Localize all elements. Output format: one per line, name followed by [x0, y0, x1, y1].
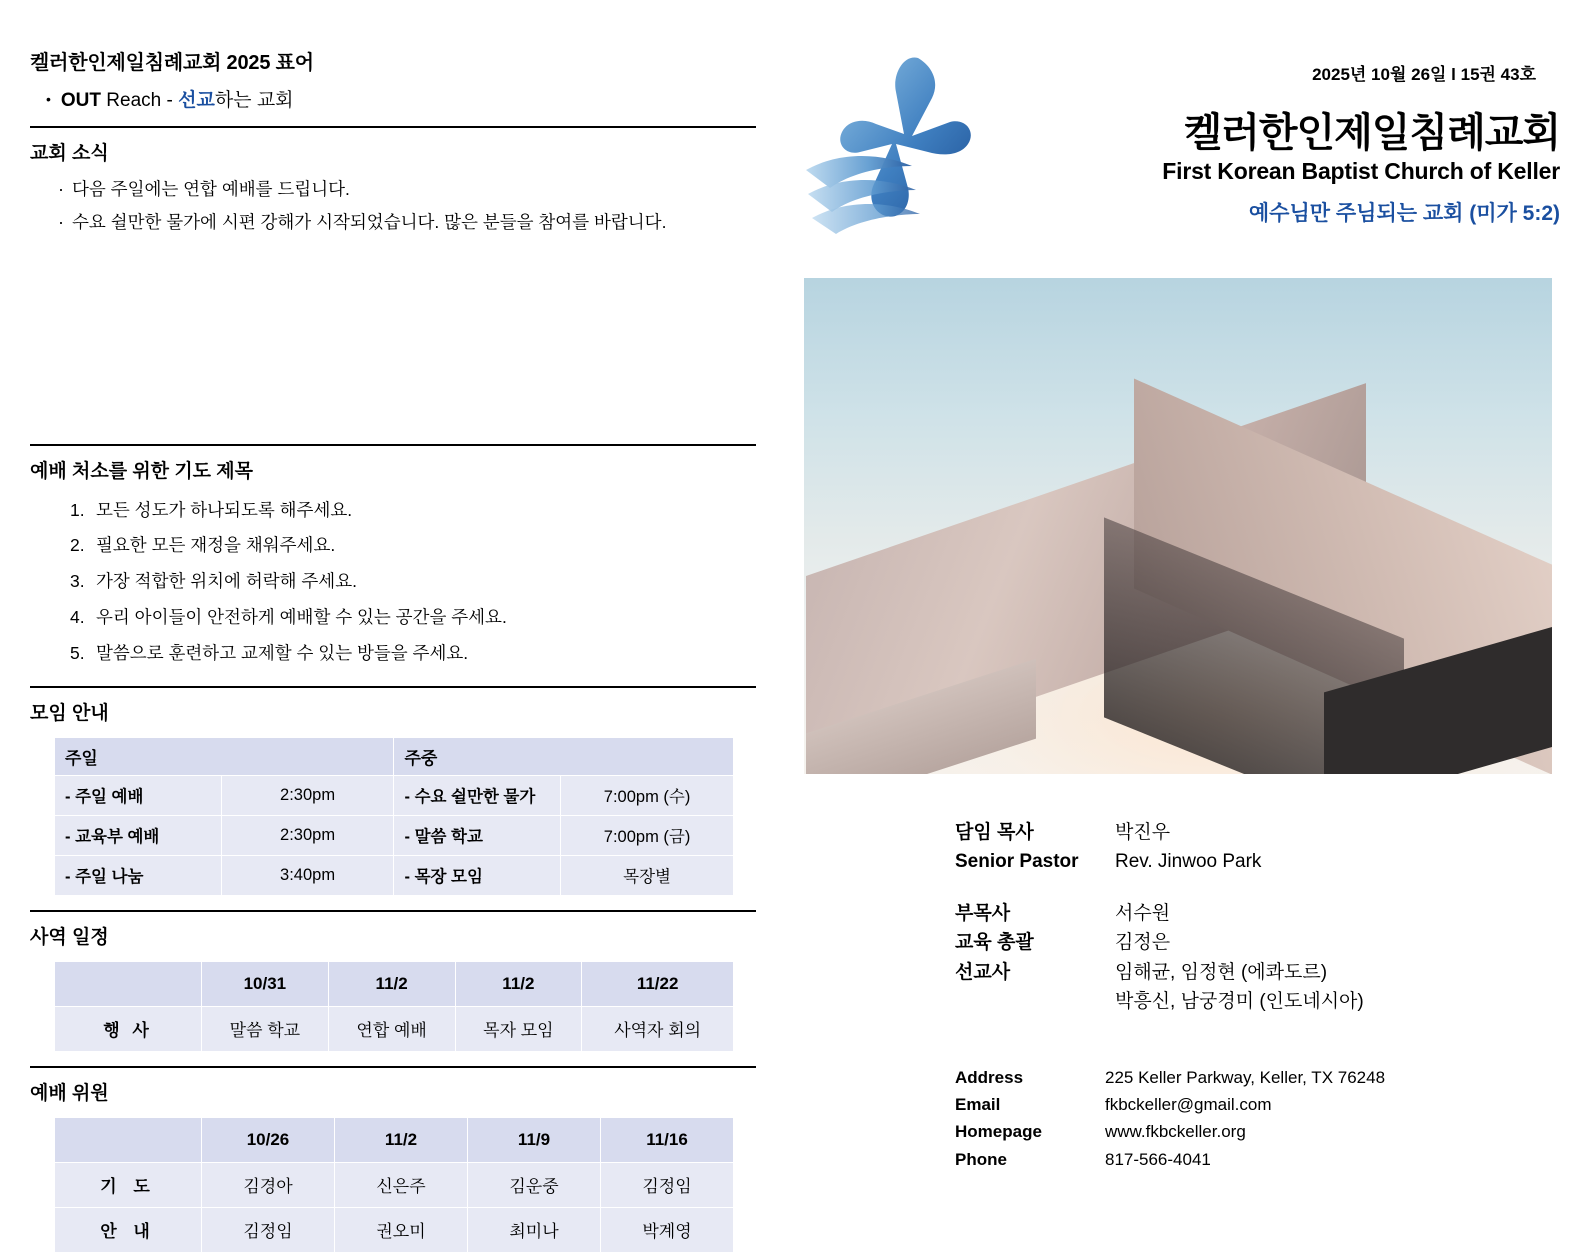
issue-info: 2025년 10월 26일 l 15권 43호 — [1312, 65, 1536, 84]
table-cell: 김정임 — [202, 1207, 335, 1252]
column-header: 10/26 — [202, 1117, 335, 1162]
church-title-block — [1020, 110, 1560, 227]
table-cell: 김정임 — [601, 1162, 734, 1207]
church-logo-icon — [800, 48, 1010, 238]
left-column — [30, 46, 760, 1253]
contact-value: 225 Keller Parkway, Keller, TX 76248 — [1105, 1068, 1386, 1087]
column-header: 11/2 — [455, 961, 582, 1006]
cell-week-time: 7:00pm (수) — [561, 775, 734, 815]
staff-value: 서수원 — [1115, 902, 1171, 924]
list-item: 모든 성도가 하나되도록 해주세요. — [96, 499, 353, 520]
ministry-heading: 사역 일정 — [30, 926, 109, 948]
cell-sunday-label: - 교육부 예배 — [55, 815, 222, 855]
staff-label: Senior Pastor — [955, 851, 1079, 873]
contact-label: Phone — [955, 1149, 1007, 1169]
staff-label — [955, 987, 1115, 1016]
contact-value[interactable]: fkbckeller@gmail.com — [1105, 1095, 1272, 1115]
staff-label: 부목사 — [955, 902, 1011, 924]
table-cell: 말씀 학교 — [202, 1006, 329, 1051]
staff-row — [955, 928, 1555, 957]
divider — [30, 126, 756, 128]
list-item: · 다음 주일에는 연합 예배를 드립니다. — [58, 173, 760, 206]
table-row — [55, 1006, 734, 1051]
staff-row — [955, 847, 1555, 876]
church-verse: 예수님만 주님되는 교회 (미가 5:2) — [1248, 202, 1560, 225]
column-header: 주일 — [55, 737, 394, 775]
contact-row — [955, 1146, 1555, 1173]
meeting-heading: 모임 안내 — [30, 702, 109, 724]
contact-row — [955, 1064, 1555, 1091]
news-list — [30, 173, 760, 240]
contact-value[interactable]: www.fkbckeller.org — [1105, 1122, 1246, 1142]
contact-label: Homepage — [955, 1122, 1042, 1142]
table-header-row — [55, 737, 734, 775]
motto-list — [30, 85, 760, 112]
right-column — [800, 0, 1560, 1224]
contact-label: Address — [955, 1068, 1024, 1087]
table-cell: 사역자 회의 — [582, 1006, 734, 1051]
row-header: 안 내 — [55, 1207, 202, 1252]
cell-week-label: - 목장 모임 — [394, 855, 561, 895]
staff-value: 임해균, 임정현 (에콰도르) — [1115, 961, 1328, 983]
column-header: 11/9 — [468, 1117, 601, 1162]
cell-week-time: 목장별 — [561, 855, 734, 895]
motto-tail: 하는 교회 — [214, 90, 294, 111]
committee-heading: 예배 위원 — [30, 1082, 109, 1104]
staff-row — [955, 987, 1555, 1016]
staff-value: 김정은 — [1115, 932, 1171, 954]
table-row — [55, 775, 734, 815]
staff-value: 박흥신, 남궁경미 (인도네시아) — [1115, 991, 1364, 1013]
contact-label: Email — [955, 1095, 1001, 1115]
motto-out: OUT — [60, 90, 102, 111]
list-item: · 수요 쉴만한 물가에 시편 강해가 시작되었습니다. 많은 분들을 참여를 바랍니다. — [58, 206, 760, 239]
column-header: 11/22 — [582, 961, 734, 1006]
cell-sunday-time: 2:30pm — [221, 815, 394, 855]
list-item: 가장 적합한 위치에 허락해 주세요. — [96, 571, 357, 592]
motto-mission: 선교 — [178, 90, 215, 111]
table-row — [55, 815, 734, 855]
church-name-korean: 켈러한인제일침례교회 — [1183, 111, 1560, 155]
motto-text — [61, 85, 294, 112]
contact-info — [955, 1064, 1555, 1173]
staff-label: 교육 총괄 — [955, 932, 1034, 954]
table-header-row — [55, 961, 734, 1006]
prayer-heading: 예배 처소를 위한 기도 제목 — [30, 460, 254, 482]
bullet-icon: • — [46, 91, 51, 107]
worship-committee-table — [54, 1117, 734, 1253]
corner-cell — [55, 961, 202, 1006]
row-header: 행 사 — [55, 1006, 202, 1051]
contact-value: 817-566-4041 — [1105, 1149, 1211, 1169]
table-cell: 박계영 — [601, 1207, 734, 1252]
table-cell: 신은주 — [335, 1162, 468, 1207]
table-cell: 목자 모임 — [455, 1006, 582, 1051]
cell-sunday-label: - 주일 나눔 — [55, 855, 222, 895]
cell-week-label: - 수요 쉴만한 물가 — [394, 775, 561, 815]
cell-week-time: 7:00pm (금) — [561, 815, 734, 855]
column-header: 11/16 — [601, 1117, 734, 1162]
list-item: 우리 아이들이 안전하게 예배할 수 있는 공간을 주세요. — [96, 607, 507, 628]
list-item: 필요한 모든 재정을 채워주세요. — [96, 535, 336, 556]
ministry-schedule-table — [54, 961, 734, 1052]
contact-row — [955, 1091, 1555, 1118]
divider — [30, 910, 756, 912]
staff-row — [955, 899, 1555, 928]
table-cell: 김경아 — [202, 1162, 335, 1207]
cell-sunday-label: - 주일 예배 — [55, 775, 222, 815]
column-header: 주중 — [394, 737, 734, 775]
column-header: 11/2 — [328, 961, 455, 1006]
column-header: 10/31 — [202, 961, 329, 1006]
news-heading: 교회 소식 — [30, 143, 109, 164]
divider — [30, 444, 756, 446]
staff-label: 담임 목사 — [955, 822, 1034, 843]
table-row — [55, 1207, 734, 1252]
church-photo — [804, 278, 1552, 774]
prayer-list — [30, 493, 760, 672]
column-header: 11/2 — [335, 1117, 468, 1162]
list-item: 말씀으로 훈련하고 교제할 수 있는 방들을 주세요. — [96, 643, 469, 663]
table-cell: 최미나 — [468, 1207, 601, 1252]
spacer — [955, 877, 1555, 899]
table-row — [55, 855, 734, 895]
table-cell: 연합 예배 — [328, 1006, 455, 1051]
motto-title: 켈러한인제일침례교회 2025 표어 — [30, 52, 314, 74]
divider — [30, 1066, 756, 1068]
contact-row — [955, 1118, 1555, 1145]
table-cell: 권오미 — [335, 1207, 468, 1252]
staff-row — [955, 958, 1555, 987]
motto-item — [46, 85, 760, 112]
staff-label: 선교사 — [955, 961, 1011, 983]
meeting-table — [54, 737, 734, 896]
table-header-row — [55, 1117, 734, 1162]
cell-week-label: - 말씀 학교 — [394, 815, 561, 855]
corner-cell — [55, 1117, 202, 1162]
cell-sunday-time: 2:30pm — [221, 775, 394, 815]
divider — [30, 686, 756, 688]
staff-value: Rev. Jinwoo Park — [1115, 851, 1262, 873]
cell-sunday-time: 3:40pm — [221, 855, 394, 895]
row-header: 기 도 — [55, 1162, 202, 1207]
staff-value: 박진우 — [1115, 822, 1171, 843]
motto-reach: Reach - — [101, 90, 179, 111]
table-row — [55, 1162, 734, 1207]
table-cell: 김운중 — [468, 1162, 601, 1207]
church-name-english: First Korean Baptist Church of Keller — [1162, 158, 1560, 184]
staff-row — [955, 818, 1555, 847]
staff-list — [955, 818, 1555, 1017]
